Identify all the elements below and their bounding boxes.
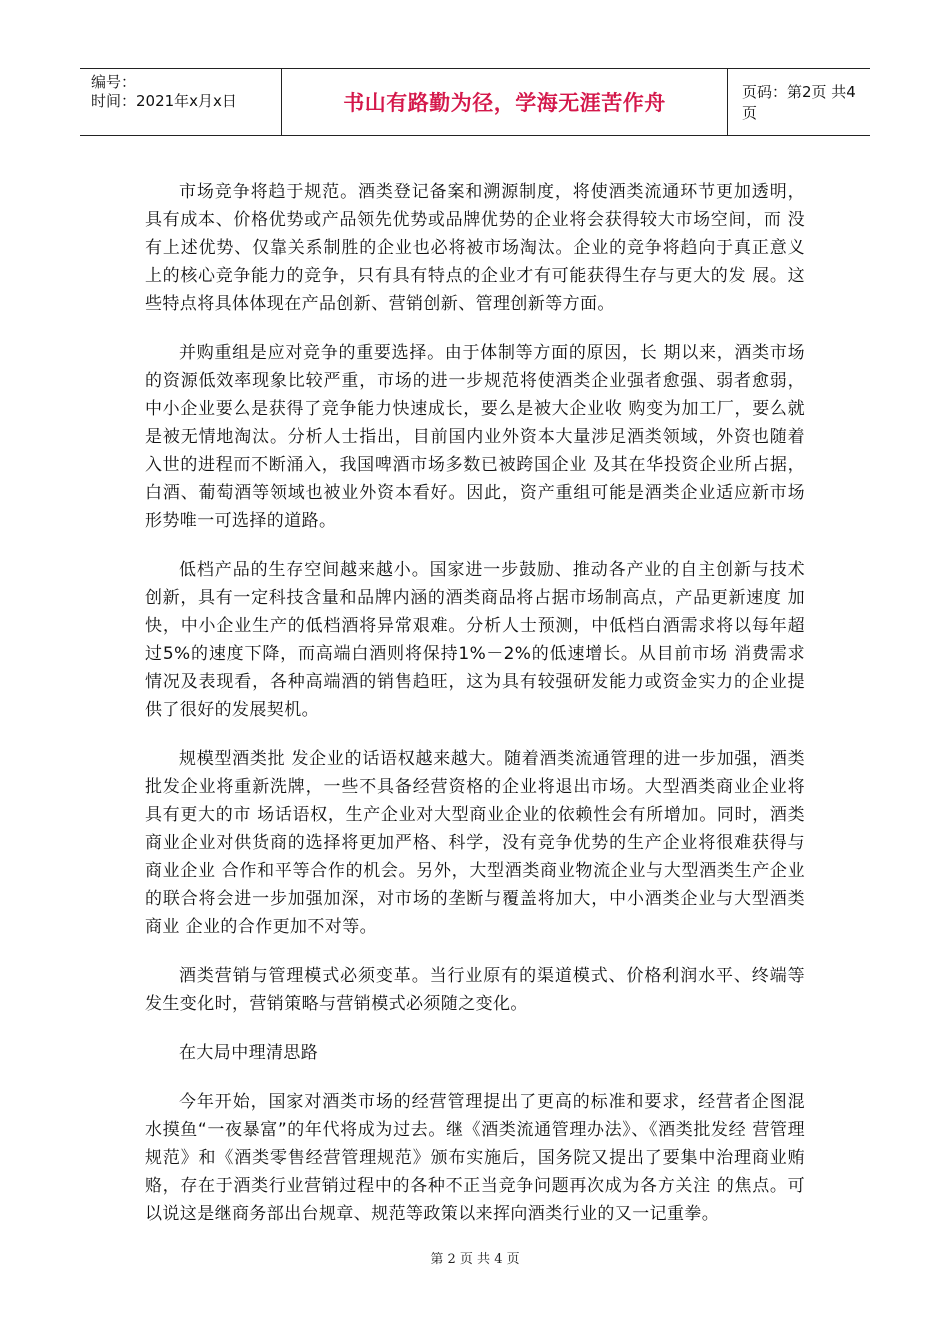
paragraph-market-competition: 市场竞争将趋于规范。酒类登记备案和溯源制度，将使酒类流通环节更加透明，具有成本、价格优势或产品领先优势或品牌优势的企业将会获得较大市场空间，而 没有上述优势、仅靠关系制胜的企业也必将被市场淘汰。企业的竞争将趋向于真正意义上的核心竞争能力的竞争，只有具有特点的企业才有可能获得生存与更大的发 展。这些特点将具体体现在产品创新、营销创新、管理创新等方面。 xyxy=(145,182,805,314)
paragraph-this-year: 今年开始，国家对酒类市场的经营管理提出了更高的标准和要求，经营者企图混水摸鱼“一夜暴富”的年代将成为过去。继《酒类流通管理办法》、《酒类批发经 营管理规范》和《酒类零售经营管理规范》颁布实施后，国务院又提出了要集中治理商业贿赂，存在于酒类行业营销过程中的各种不正当竞争问题再次成为各方关注 的焦点。可以说这是继商务部出台规章、规范等政策以来挥向酒类行业的又一记重拳。 xyxy=(145,1092,805,1224)
section-heading: 在大局中理清思路 xyxy=(179,1043,319,1063)
paragraph-low-end-products: 低档产品的生存空间越来越小。国家进一步鼓励、推动各产业的自主创新与技术创新，具有一定科技含量和品牌内涵的酒类商品将占据市场制高点，产品更新速度 加快，中小企业生产的低档酒将异常艰难。分析人士预测，中低档白酒需求将以每年超过5%的速度下降，而高端白酒则将保持1%－2%的低速增长。从目前市场 消费需求情况及表现看，各种高端酒的销售趋旺，这为具有较强研发能力或资金实力的企业提供了很好的发展契机。 xyxy=(145,560,805,720)
header-meta-cell xyxy=(80,69,282,135)
paragraph-wholesale-enterprises: 规模型酒类批 发企业的话语权越来越大。随着酒类流通管理的进一步加强，酒类批发企业将重新洗牌，一些不具备经营资格的企业将退出市场。大型酒类商业企业将具有更大的市 场话语权，生产企业对大型商业企业的依赖性会有所增加。同时，酒类商业企业对供货商的选择将更加严格、科学，没有竞争优势的生产企业将很难获得与商业企业 合作和平等合作的机会。另外，大型酒类商业物流企业与大型酒类生产企业的联合将会进一步加强加深，对市场的垄断与覆盖将加大，中小酒类企业与大型酒类商业 企业的合作更加不对等。 xyxy=(145,749,805,937)
header-page-indicator: 页码：第2页 共4页 xyxy=(742,83,856,122)
document-number-label: 编号： xyxy=(91,73,137,91)
document-date-label: 时间：2021年x月x日 xyxy=(91,92,237,110)
paragraph-mergers: 并购重组是应对竞争的重要选择。由于体制等方面的原因，长 期以来，酒类市场的资源低效率现象比较严重，市场的进一步规范将使酒类企业强者愈强、弱者愈弱，中小企业要么是获得了竞争能力快速成长，要么是被大企业收 购变为加工厂，要么就是被无情地淘汰。分析人士指出，目前国内业外资本大量涉足酒类领域，外资也随着入世的进程而不断涌入，我国啤酒市场多数已被跨国企业 及其在华投资企业所占据，白酒、葡萄酒等领域也被业外资本看好。因此，资产重组可能是酒类企业适应新市场形势唯一可选择的道路。 xyxy=(145,343,805,531)
page-header xyxy=(80,68,870,136)
header-motto: 书山有路勤为径，学海无涯苦作舟 xyxy=(282,69,728,135)
page-footer: 第 2 页 共 4 页 xyxy=(430,1252,520,1267)
paragraph-marketing-reform: 酒类营销与管理模式必须变革。当行业原有的渠道模式、价格利润水平、终端等发生变化时，营销策略与营销模式必须随之变化。 xyxy=(145,966,805,1014)
document-body xyxy=(145,178,805,1249)
